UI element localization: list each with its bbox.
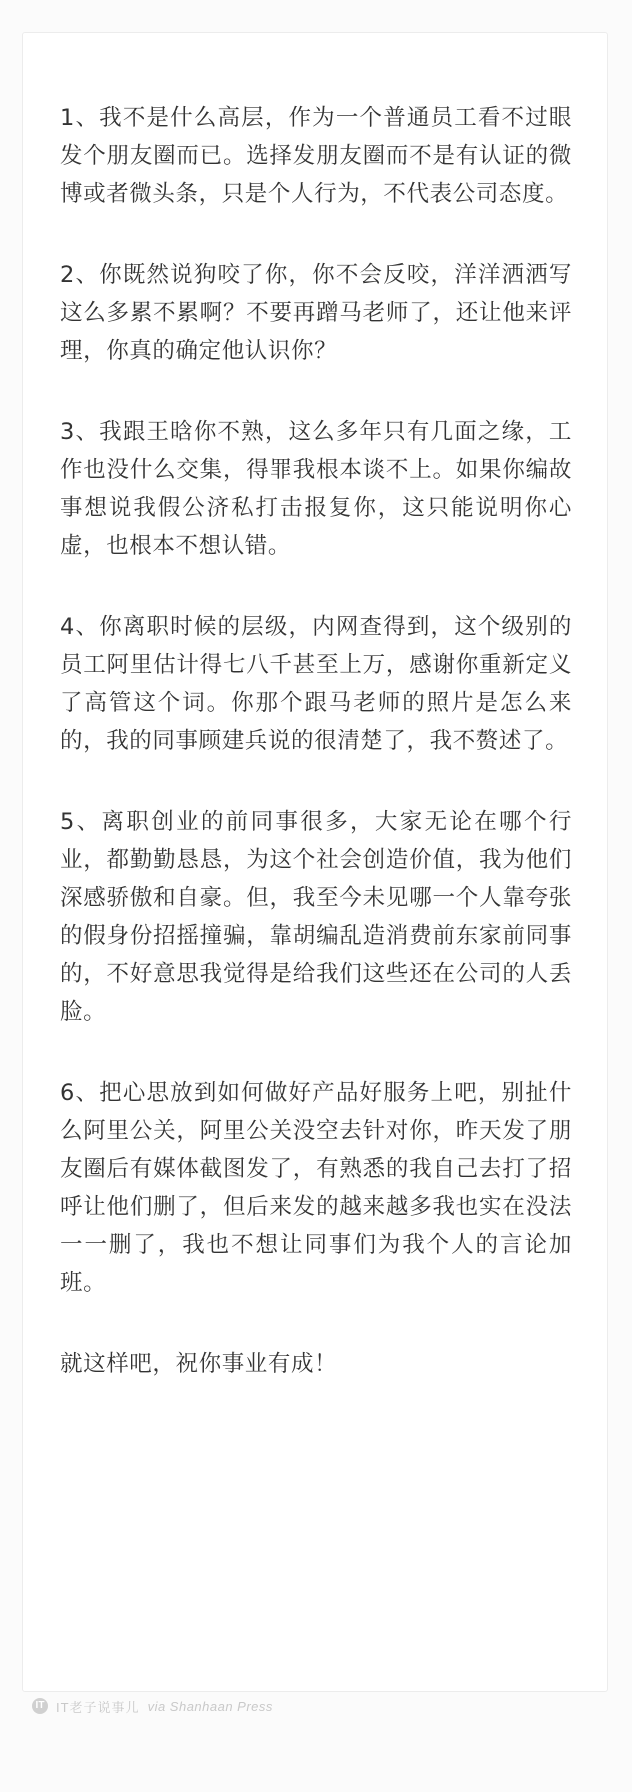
watermark-name: IT老子说事儿	[56, 1699, 140, 1715]
paragraph-6: 6、把心思放到如何做好产品好服务上吧，别扯什么阿里公关，阿里公关没空去针对你，昨天发了朋友圈后有媒体截图发了，有熟悉的我自己去打了招呼让他们删了，但后来发的越来越多我也实在没法一一删了，我也不想让同事们为我个人的言论加班。	[60, 1080, 572, 1296]
paragraph-5: 5、离职创业的前同事很多，大家无论在哪个行业，都勤勤恳恳，为这个社会创造价值，我为他们深感骄傲和自豪。但，我至今未见哪一个人靠夸张的假身份招摇撞骗，靠胡编乱造消费前东家前同事的，不好意思我觉得是给我们这些还在公司的人丢脸。	[60, 809, 572, 1025]
paragraph-4: 4、你离职时候的层级，内网查得到，这个级别的员工阿里估计得七八千甚至上万，感谢你重新定义了高管这个词。你那个跟马老师的照片是怎么来的，我的同事顾建兵说的很清楚了，我不赘述了。	[60, 614, 572, 754]
paragraph-3: 3、我跟王晗你不熟，这么多年只有几面之缘，工作也没什么交集，得罪我根本谈不上。如果你编故事想说我假公济私打击报复你，这只能说明你心虚，也根本不想认错。	[60, 419, 572, 559]
closing-line: 就这样吧，祝你事业有成！	[60, 1351, 338, 1377]
watermark-logo-icon: IT	[32, 1698, 48, 1714]
paragraph-1: 1、我不是什么高层，作为一个普通员工看不过眼发个朋友圈而已。选择发朋友圈而不是有认证的微博或者微头条，只是个人行为，不代表公司态度。	[60, 105, 572, 207]
article-card	[22, 32, 608, 1692]
watermark-tag: via Shanhaan Press	[147, 1698, 273, 1714]
paragraph-2: 2、你既然说狗咬了你，你不会反咬，洋洋洒洒写这么多累不累啊？不要再蹭马老师了，还让他来评理，你真的确定他认识你？	[60, 262, 572, 364]
article-body	[60, 99, 572, 1383]
watermark	[32, 1694, 273, 1718]
